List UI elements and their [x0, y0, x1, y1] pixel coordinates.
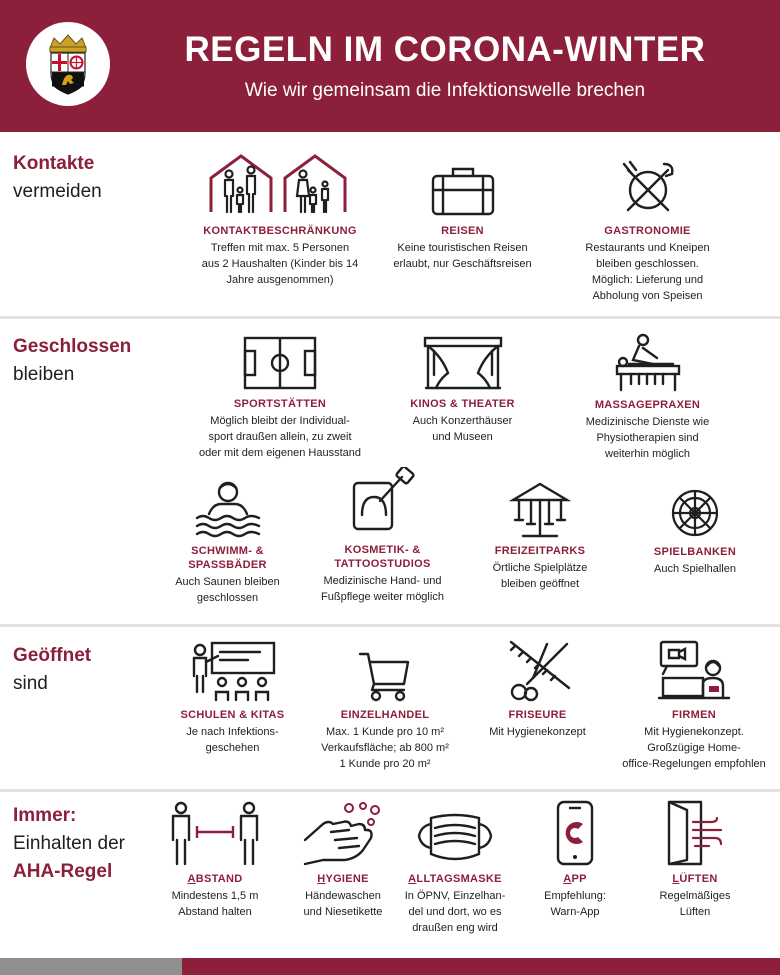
rule-description: Händewaschen und Niesetikette [303, 890, 383, 918]
rule-description: Medizinische Dienste wie Physiotherapien sind weiterhin möglich [585, 416, 710, 460]
footer-bar-accent [182, 958, 780, 975]
football-field-icon [242, 335, 318, 391]
rule-description: Auch Saunen bleiben geschlossen [175, 576, 280, 604]
scissors-comb-icon [503, 640, 573, 702]
rule-einzelhandel [305, 650, 465, 772]
rule-description: Je nach Infektions- geschehen [186, 726, 279, 754]
rule-freizeitparks [470, 482, 610, 592]
rule-description: Restaurants und Kneipen bleiben geschlossen. Möglich: Lieferung und Abholung von Speisen [585, 242, 710, 302]
rule-gastronomie [565, 160, 730, 304]
rule-massagepraxen [565, 332, 730, 462]
section-title-immer: Immer: Einhalten der AHA-Regel [13, 805, 125, 882]
suitcase-icon [428, 162, 498, 218]
massage-icon [613, 332, 683, 392]
rule-kinos-theater [380, 335, 545, 445]
rule-description: Treffen mit max. 5 Personen aus 2 Haushalten (Kinder bis 14 Jahre ausgenommen) [201, 242, 359, 286]
rule-alltagsmaske [395, 810, 515, 936]
rule-label: HYGIENE [317, 873, 369, 885]
houses-family-icon [205, 150, 355, 218]
rule-description: Empfehlung: Warn-App [544, 890, 606, 918]
rule-label: FRISEURE [508, 709, 567, 721]
roulette-icon [669, 487, 721, 539]
rule-label: FREIZEITPARKS [494, 545, 586, 557]
rule-label: SPIELBANKEN [653, 546, 737, 558]
rule-description: Regelmäßiges Lüften [659, 890, 731, 918]
rule-reisen [380, 162, 545, 272]
rule-label: FIRMEN [672, 709, 716, 721]
rule-description: Mindestens 1,5 m Abstand halten [171, 890, 259, 918]
rule-description: Mit Hygienekonzept [489, 726, 586, 738]
rule-label: SCHWIMM- & SPASSBÄDER [188, 545, 267, 571]
page-subtitle: Wie wir gemeinsam die Infektionswelle brechen [244, 80, 646, 101]
rule-abstand [160, 800, 270, 920]
rule-label: KOSMETIK- & TATTOOSTUDIOS [334, 544, 431, 570]
rule-label: KONTAKTBESCHRÄNKUNG [203, 225, 357, 237]
rule-sportstaetten [185, 335, 375, 461]
rule-label: GASTRONOMIE [604, 225, 691, 237]
office-worker-icon [657, 640, 731, 702]
rule-label: LÜFTEN [672, 873, 718, 885]
section-title-kontakte: Kontakte vermeiden [13, 153, 102, 202]
rule-description: Max. 1 Kunde pro 10 m² Verkaufsfläche; ab 800 m² 1 Kunde pro 20 m² [321, 726, 449, 770]
rule-spielbanken [620, 487, 770, 577]
rule-description: Mit Hygienekonzept. Großzügige Home- office-Regelungen empfohlen [622, 726, 766, 770]
rule-label: ALLTAGSMASKE [408, 873, 502, 885]
section-title-geoeffnet: Geöffnet sind [13, 645, 92, 694]
section-divider [0, 316, 780, 319]
header-banner [0, 0, 780, 132]
carousel-icon [509, 482, 571, 538]
rule-schwimmbaeder [165, 478, 290, 606]
rule-schulen-kitas [165, 640, 300, 756]
swimmer-icon [195, 478, 261, 538]
nail-polish-icon [348, 467, 418, 537]
rule-friseure [470, 640, 605, 740]
window-airing-icon [665, 800, 725, 866]
rule-label: ABSTAND [187, 873, 243, 885]
face-mask-icon [415, 810, 495, 866]
rule-lueften [640, 800, 750, 920]
rule-description: Möglich bleibt der Individual- sport draußen allein, zu zweit oder mit dem eigenen Hausstand [198, 415, 362, 459]
rule-label: MASSAGEPRAXEN [594, 399, 701, 411]
rule-label: KINOS & THEATER [410, 398, 515, 410]
hand-washing-icon [301, 800, 385, 866]
rule-firmen [610, 640, 778, 772]
cutlery-crossed-icon [618, 160, 678, 218]
section-title-geschlossen: Geschlossen bleiben [13, 336, 132, 385]
rule-description: Keine touristischen Reisen erlaubt, nur Geschäftsreisen [393, 242, 532, 270]
rule-app [525, 800, 625, 920]
classroom-icon [188, 640, 278, 702]
rule-hygiene [283, 800, 403, 920]
rule-label: REISEN [441, 225, 484, 237]
rule-description: Örtliche Spielplätze bleiben geöffnet [492, 562, 588, 590]
section-divider [0, 624, 780, 627]
rule-description: Auch Spielhallen [654, 563, 736, 575]
rule-description: Medizinische Hand- und Fußpflege weiter möglich [321, 575, 444, 603]
footer-bar-grey [0, 958, 182, 975]
rule-description: In ÖPNV, Einzelhan- del und dort, wo es draußen eng wird [404, 890, 506, 934]
section-divider [0, 789, 780, 792]
state-coat-of-arms-logo [26, 22, 110, 106]
theater-stage-icon [422, 335, 504, 391]
rule-description: Auch Konzerthäuser und Museen [412, 415, 513, 443]
rule-kontaktbeschraenkung [190, 150, 370, 288]
rule-label: SPORTSTÄTTEN [233, 398, 327, 410]
rule-label: APP [563, 873, 587, 885]
page-title: REGELN IM CORONA-WINTER [184, 30, 706, 69]
rule-label: SCHULEN & KITAS [180, 709, 285, 721]
warn-app-phone-icon [555, 800, 595, 866]
rule-kosmetik-tattoostudios [300, 467, 465, 605]
shopping-cart-icon [358, 650, 412, 702]
rule-label: EINZELHANDEL [340, 709, 430, 721]
distance-people-icon [167, 800, 263, 866]
